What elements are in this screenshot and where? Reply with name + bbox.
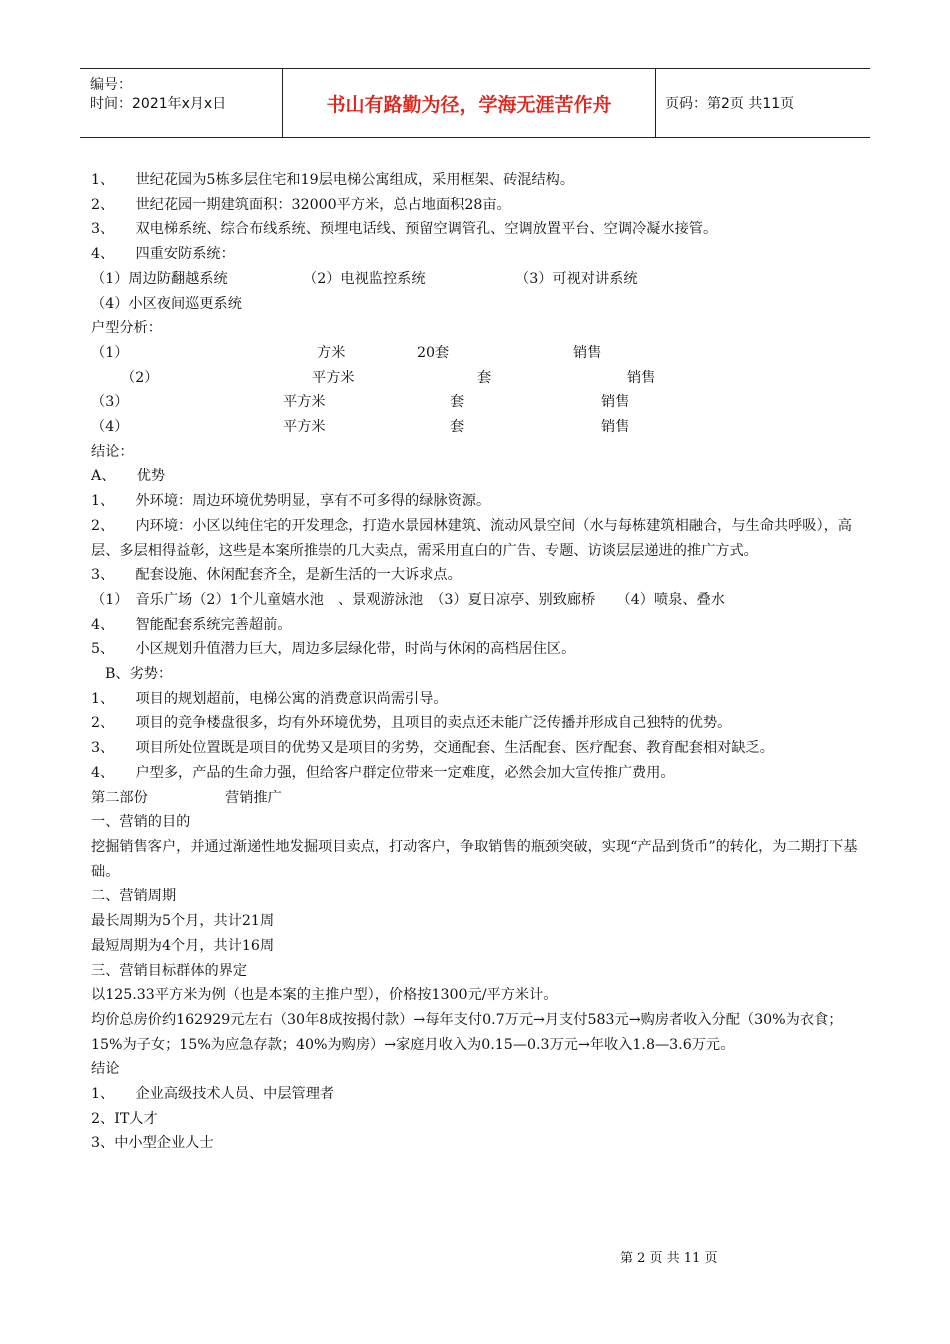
header-page-label: 页码：第2页 共11页 <box>665 96 795 112</box>
text-line: 三、营销目标群体的界定 <box>91 962 248 979</box>
text-line: 3、 配套设施、休闲配套齐全，是新生活的一大诉求点。 <box>91 567 462 584</box>
text-line: 4、 四重安防系统： <box>91 246 235 263</box>
text-line: 2、 项目的竞争楼盘很多，均有外环境优势，且项目的卖点还未能广泛传播并形成自己独特的优势。 <box>91 715 732 732</box>
text-line: 以125.33平方米为例（也是本案的主推户型），价格按1300元/平方米计。 <box>91 987 558 1004</box>
text-line: 最短周期为4个月，共计16周 <box>91 937 275 954</box>
text-line: 1、 项目的规划超前，电梯公寓的消费意识尚需引导。 <box>91 690 448 707</box>
header-motto: 书山有路勤为径，学海无涯苦作舟 <box>283 69 656 137</box>
security-item: （3）可视对讲系统 <box>515 270 638 287</box>
security-item: （2）电视监控系统 <box>303 270 426 287</box>
id-label: 编号： <box>90 77 132 93</box>
page-header <box>80 68 870 138</box>
document-body <box>91 168 866 1156</box>
text-line: 1、 世纪花园为5栋多层住宅和19层电梯公寓组成，采用框架、砖混结构。 <box>91 172 575 188</box>
section-heading: 第二部份 营销推广 <box>91 789 282 806</box>
text-line: 3、中小型企业人士 <box>91 1135 214 1152</box>
text-line: 4、 户型多，产品的生命力强，但给客户群定位带来一定难度，必然会加大宣传推广费用。 <box>91 764 675 781</box>
text-line: 4、 智能配套系统完善超前。 <box>91 616 292 633</box>
text-line: 5、 小区规划升值潜力巨大，周边多层绿化带，时尚与休闲的高档居住区。 <box>91 641 576 658</box>
text-line: 一、营销的目的 <box>91 814 191 831</box>
text-line: 二、营销周期 <box>91 888 177 905</box>
page-footer: 第 2 页 共 11 页 <box>620 1251 718 1266</box>
header-info-cell <box>80 69 283 137</box>
text-line: B、劣势： <box>105 666 173 683</box>
unit-row: （1） 方米 20套 销售 <box>91 344 602 361</box>
text-line: 1、 外环境：周边环境优势明显，享有不可多得的绿脉资源。 <box>91 493 491 510</box>
text-line: 2、IT人才 <box>91 1110 158 1127</box>
text-line: 结论： <box>91 443 134 460</box>
text-line: 1、 企业高级技术人员、中层管理者 <box>91 1086 335 1103</box>
security-item: （1）周边防翻越系统 <box>91 270 228 287</box>
unit-row: （3） 平方米 套 销售 <box>91 394 630 411</box>
text-paragraph: 挖掘销售客户，并通过渐递性地发掘项目卖点，打动客户，争取销售的瓶颈突破，实现“产品到货币”的转化，为二期打下基础。 <box>91 838 858 880</box>
text-line: （4）小区夜间巡更系统 <box>91 295 242 312</box>
text-line: （1） 音乐广场（2）1个儿童嬉水池 、景观游泳池 （3）夏日凉亭、别致廊桥 （4）喷泉、叠水 <box>91 591 725 608</box>
text-paragraph: 均价总房价约162929元左右（30年8成按揭付款）→每年支付0.7万元→月支付583元→购房者收入分配（30%为衣食；15%为子女；15%为应急存款；40%为购房）→家庭月收入为0.15—0.3万元→年收入1.8—3.6万元。 <box>91 1011 843 1053</box>
text-line: 最长周期为5个月，共计21周 <box>91 913 275 930</box>
text-line: 2、 世纪花园一期建筑面积：32000平方米，总占地面积28亩。 <box>91 196 511 213</box>
text-line: A、 优势 <box>91 468 166 485</box>
text-line: 3、 双电梯系统、综合布线系统、预埋电话线、预留空调管孔、空调放置平台、空调冷凝水接管。 <box>91 221 718 238</box>
unit-row: （2） 平方米 套 销售 <box>121 369 656 386</box>
unit-row: （4） 平方米 套 销售 <box>91 419 630 436</box>
text-paragraph: 3、 项目所处位置既是项目的优势又是项目的劣势，交通配套、生活配套、医疗配套、教育配套相对缺乏。 <box>91 740 774 757</box>
security-systems-row <box>91 267 866 292</box>
unit-analysis-heading: 户型分析： <box>91 320 162 337</box>
text-line: 结论 <box>91 1061 120 1078</box>
date-label: 时间：2021年x月x日 <box>90 96 227 112</box>
text-paragraph: 2、 内环境：小区以纯住宅的开发理念，打造水景园林建筑、流动风景空间（水与每栋建筑相融合，与生命共呼吸），高层、多层相得益彰，这些是本案所推崇的几大卖点，需采用直白的广告、专题、访谈层层递进的推广方式。 <box>91 517 852 559</box>
